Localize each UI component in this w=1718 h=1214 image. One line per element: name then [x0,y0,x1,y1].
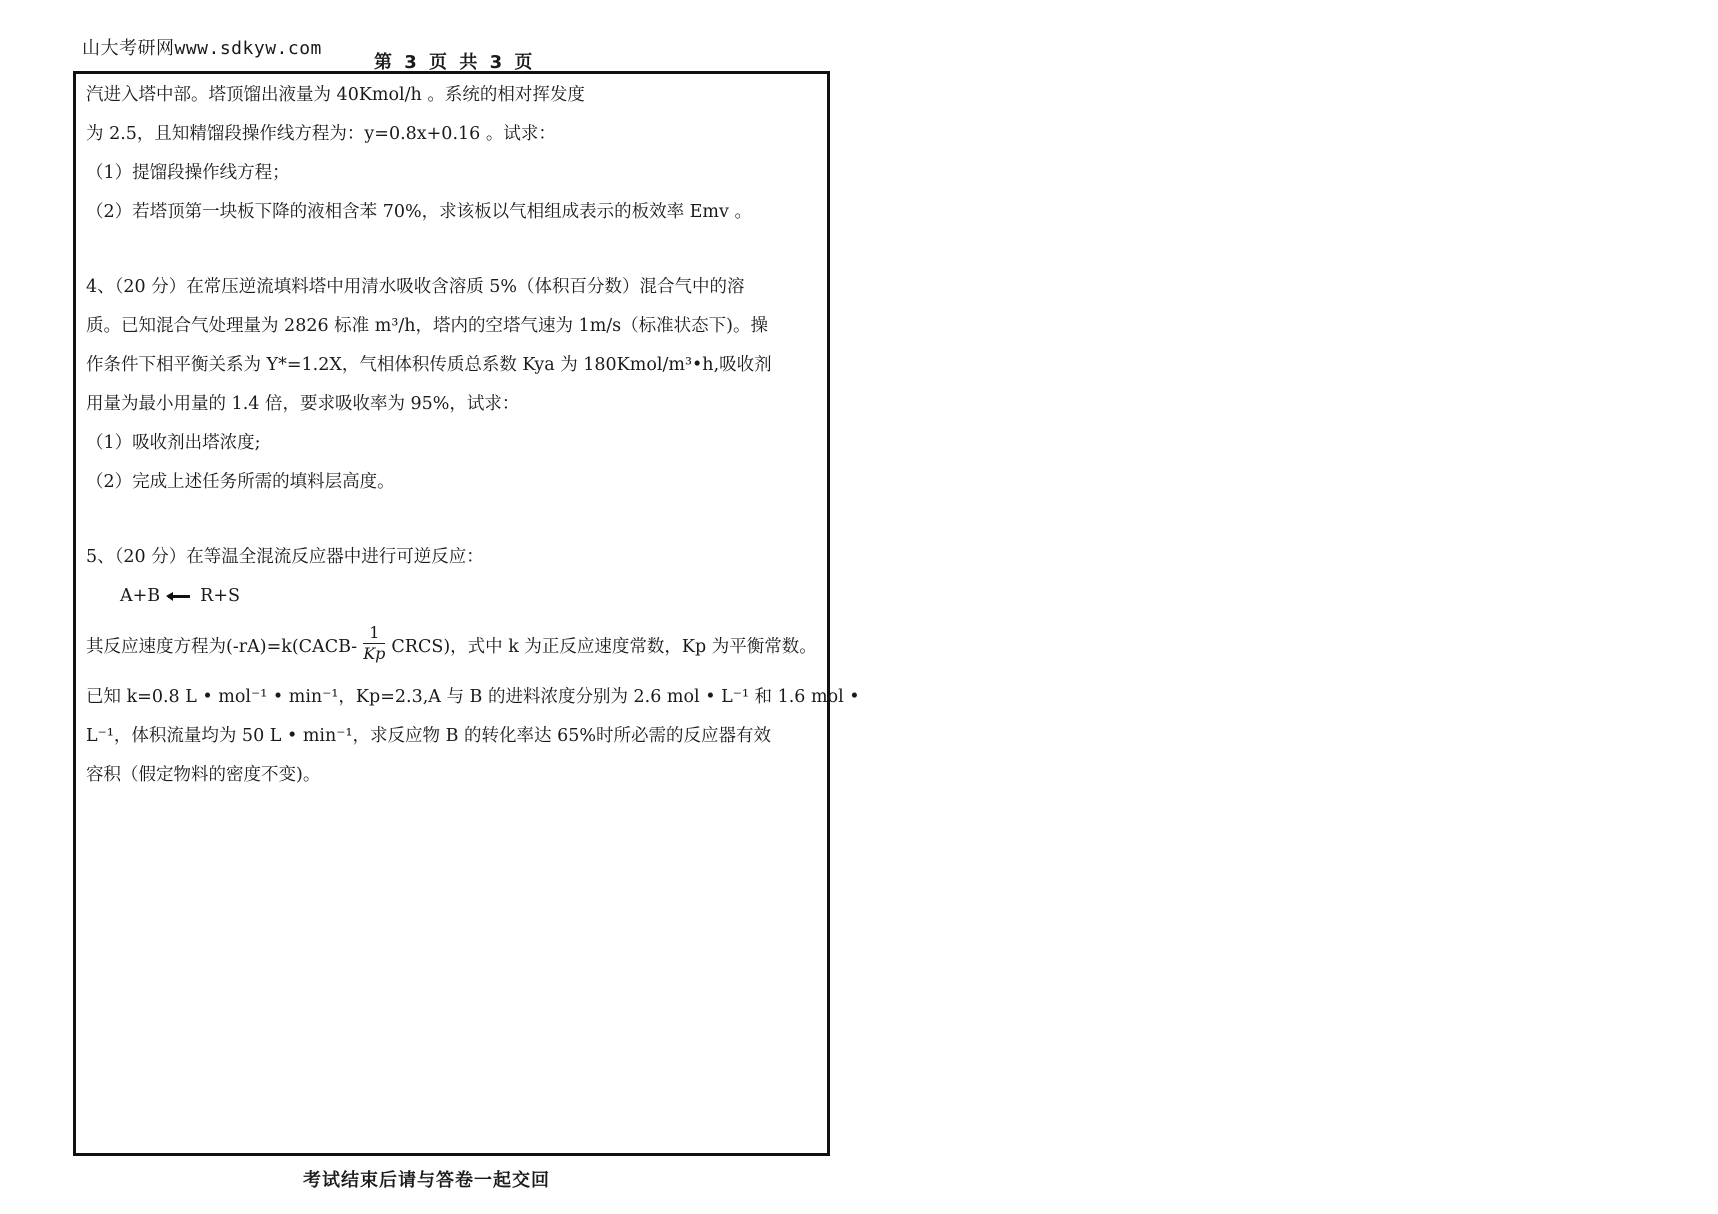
fraction [363,623,385,664]
page-header [82,34,842,73]
text-line: 5、（20 分）在等温全混流反应器中进行可逆反应： [86,547,484,567]
text-line: 容积（假定物料的密度不变)。 [86,765,321,785]
text-line: （1）吸收剂出塔浓度; [86,433,261,453]
reversible-arrow-icon [168,592,190,602]
rate-suffix: CRCS)，式中 k 为正反应速度常数，Kp 为平衡常数。 [391,637,817,657]
text-line: 质。已知混合气处理量为 2826 标准 m³/h，塔内的空塔气速为 1m/s（标准状态下)。操 [86,316,768,336]
reactants: A+B [120,586,161,606]
text-line: （2）若塔顶第一块板下降的液相含苯 70%，求该板以气相组成表示的板效率 Emv 。 [86,202,752,222]
text-line: （2）完成上述任务所需的填料层高度。 [86,472,395,492]
question-4 [86,268,826,502]
footer-note: 考试结束后请与答卷一起交回 [303,1170,550,1191]
site-watermark: 山大考研网www.sdkyw.com [82,38,322,59]
fraction-numerator: 1 [363,623,385,644]
fraction-denominator: Kp [363,644,386,663]
text-line: L⁻¹，体积流量均为 50 L • min⁻¹，求反应物 B 的转化率达 65%时所必需的反应器有效 [86,726,771,746]
question-3-continued [86,76,826,232]
text-line: 用量为最小用量的 1.4 倍，要求吸收率为 95%，试求： [86,394,520,414]
text-line: 作条件下相平衡关系为 Y*=1.2X，气相体积传质总系数 Kya 为 180Kmol/m³•h,吸收剂 [86,355,772,375]
text-line: 已知 k=0.8 L • mol⁻¹ • min⁻¹，Kp=2.3,A 与 B 的进料浓度分别为 2.6 mol • L⁻¹ 和 1.6 mol • [86,687,860,707]
page-number: 第 3 页 共 3 页 [374,52,536,73]
products: R+S [200,586,240,606]
text-line: （1）提馏段操作线方程； [86,163,290,183]
exam-content [86,76,860,795]
text-line: 汽进入塔中部。塔顶馏出液量为 40Kmol/h 。系统的相对挥发度 [86,85,585,105]
rate-equation [86,616,826,678]
text-line: 4、（20 分）在常压逆流填料塔中用清水吸收含溶质 5%（体积百分数）混合气中的溶 [86,277,745,297]
reaction-equation [86,577,826,616]
question-5 [86,538,860,795]
rate-prefix: 其反应速度方程为(-rA)=k(CACB- [86,637,358,657]
text-line: 为 2.5，且知精馏段操作线方程为：y=0.8x+0.16 。试求： [86,124,556,144]
